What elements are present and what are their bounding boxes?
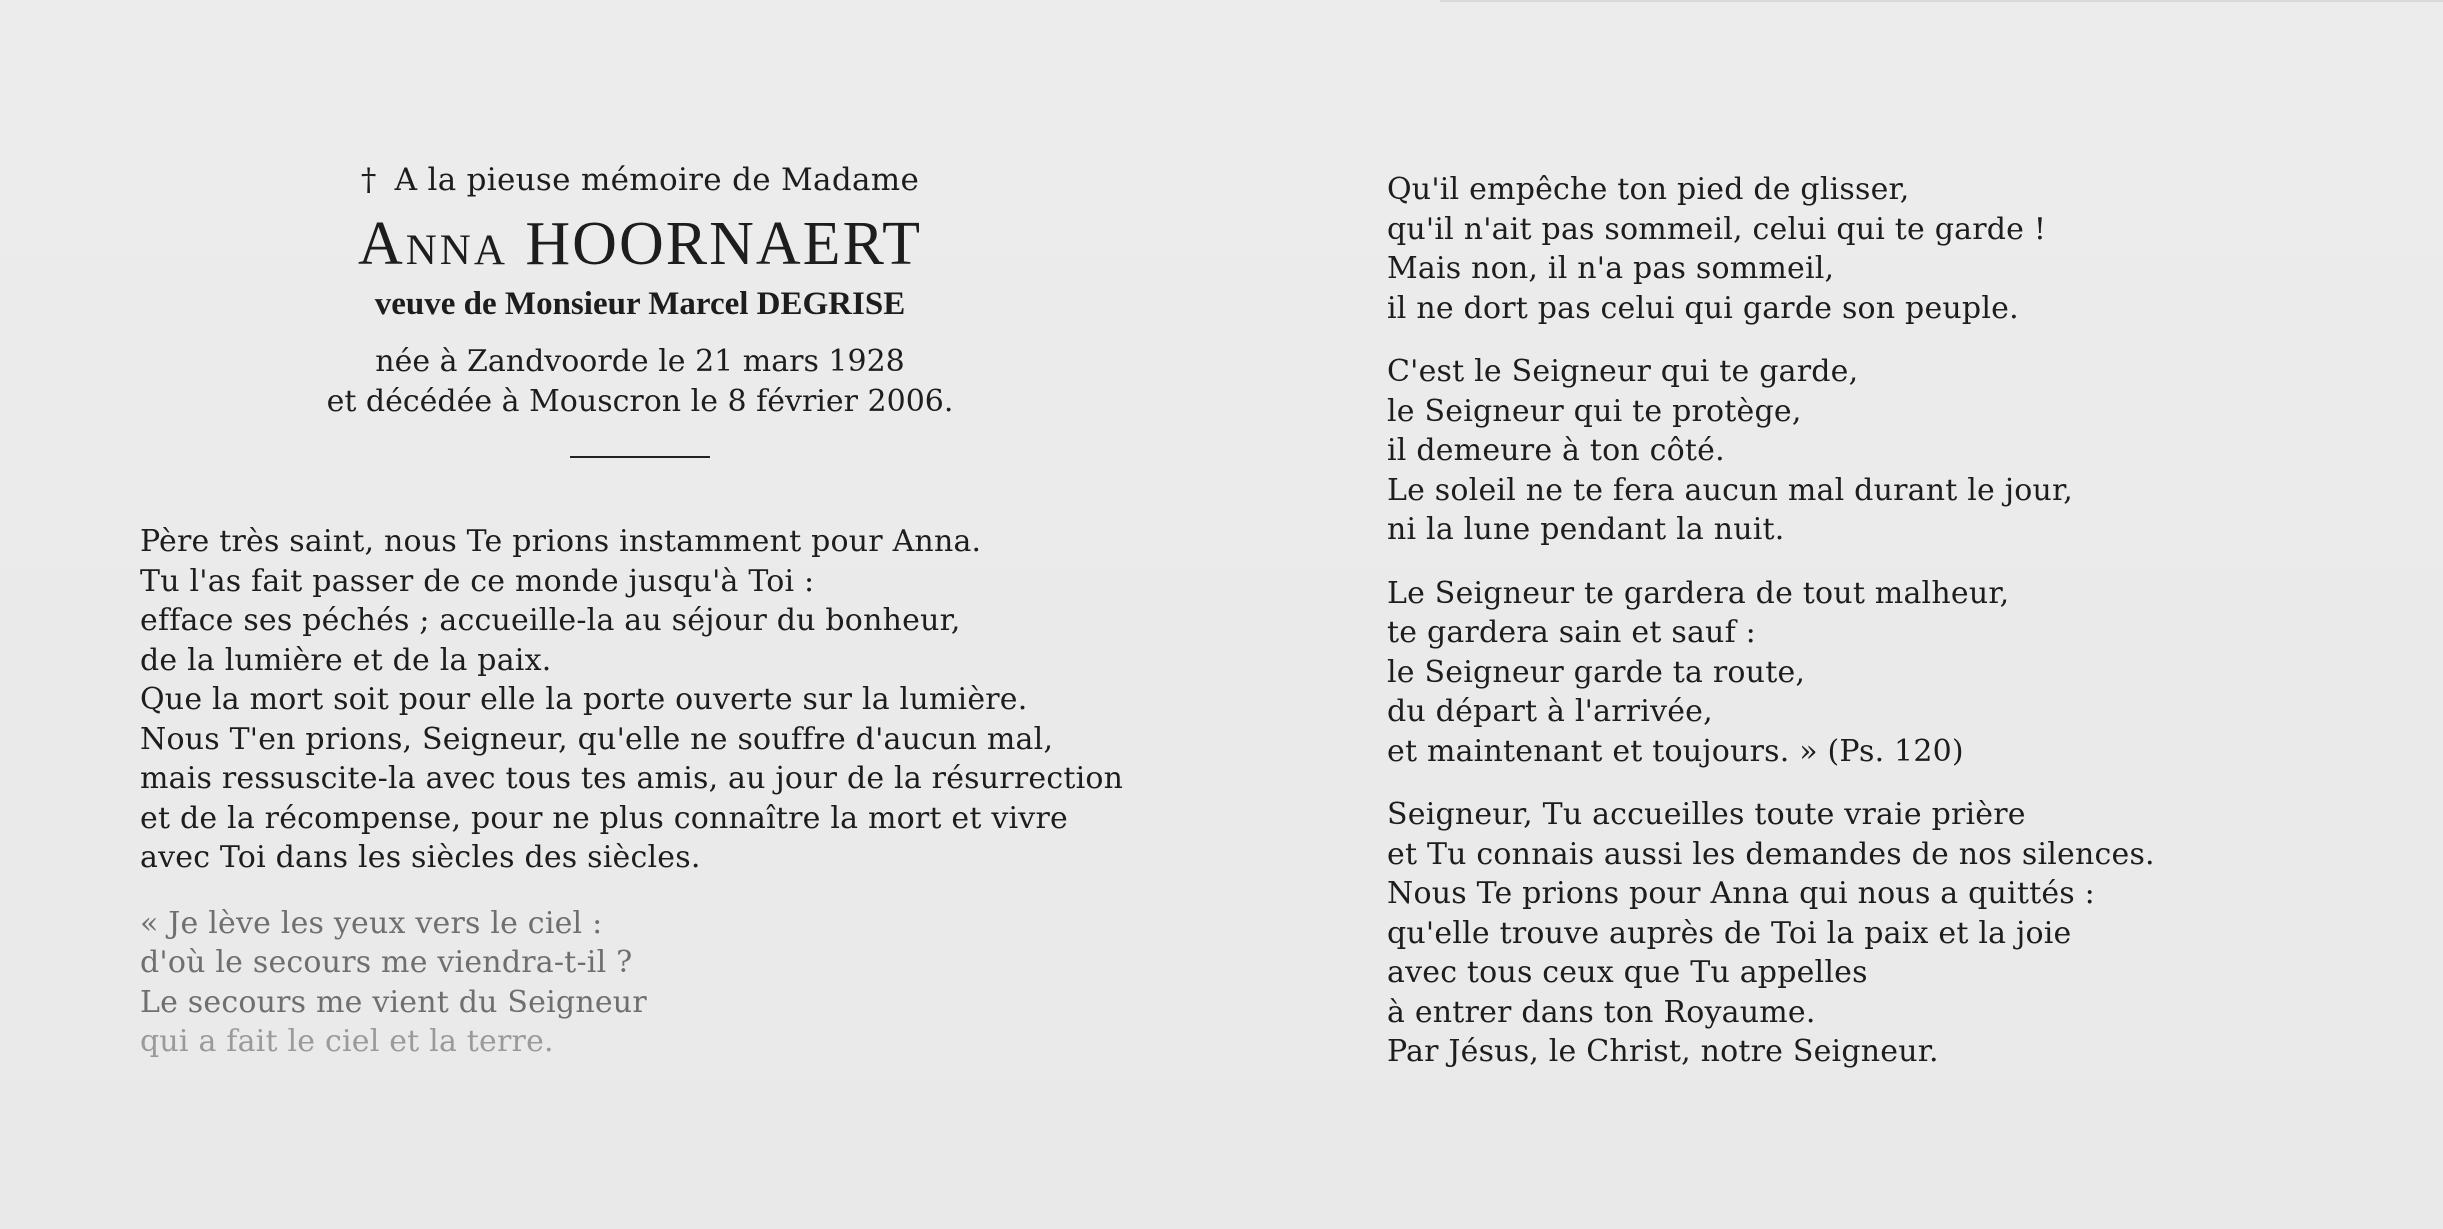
verse-line: il ne dort pas celui qui garde son peuple. xyxy=(1387,290,2019,326)
deceased-name xyxy=(220,208,1060,280)
psalm-line: qui a fait le ciel et la terre. xyxy=(140,1024,554,1059)
verse-line: te gardera sain et sauf : xyxy=(1387,615,1756,650)
prayer-line: Nous T'en prions, Seigneur, qu'elle ne souffre d'aucun mal, xyxy=(140,721,1054,757)
psalm-line: d'où le secours me viendra-t-il ? xyxy=(140,945,633,980)
verse-line: le Seigneur garde ta route, xyxy=(1387,654,1806,690)
verse-line: Le Seigneur te gardera de tout malheur, xyxy=(1387,575,2010,611)
verse-line: ni la lune pendant la nuit. xyxy=(1387,512,1785,547)
cross-icon: † xyxy=(360,162,377,198)
prayer-line: et de la récompense, pour ne plus connaître la mort et vivre xyxy=(140,800,1068,836)
prayer-line: Que la mort soit pour elle la porte ouverte sur la lumière. xyxy=(140,682,1028,717)
verse-line: Nous Te prions pour Anna qui nous a quittés : xyxy=(1387,876,2095,911)
verse-line: Le soleil ne te fera aucun mal durant le jour, xyxy=(1387,472,2073,508)
birth-line: née à Zandvoorde le 21 mars 1928 xyxy=(375,344,905,379)
prayer-line: efface ses péchés ; accueille-la au séjour du bonheur, xyxy=(140,603,961,638)
memorial-intro xyxy=(220,160,1060,200)
top-edge-line xyxy=(1440,0,2443,2)
divider-rule xyxy=(570,456,710,458)
last-name: HOORNAERT xyxy=(525,210,923,278)
intro-text: A la pieuse mémoire de Madame xyxy=(394,162,920,198)
verse-line: et maintenant et toujours. » (Ps. 120) xyxy=(1387,733,1964,769)
verse-line: qu'elle trouve auprès de Toi la paix et la joie xyxy=(1387,915,2072,951)
verse-line: qu'il n'ait pas sommeil, celui qui te garde ! xyxy=(1387,211,2047,247)
closing-prayer-stanza xyxy=(1387,795,2387,1072)
guardian-stanza xyxy=(1387,352,2387,550)
psalm-continuation-stanza xyxy=(1387,170,2387,328)
prayer-line: Père très saint, nous Te prions instamment pour Anna. xyxy=(140,524,982,559)
verse-line: du départ à l'arrivée, xyxy=(1387,694,1713,729)
prayer-line: mais ressuscite-la avec tous tes amis, au jour de la résurrection xyxy=(140,761,1124,796)
verse-line: Par Jésus, le Christ, notre Seigneur. xyxy=(1387,1034,1939,1069)
death-line: et décédée à Mouscron le 8 février 2006. xyxy=(326,384,954,419)
protection-stanza xyxy=(1387,574,2387,772)
psalm-stanza xyxy=(140,904,1140,1062)
psalm-line: « Je lève les yeux vers le ciel : xyxy=(140,905,603,941)
verse-line: Mais non, il n'a pas sommeil, xyxy=(1387,251,1835,286)
verse-line: C'est le Seigneur qui te garde, xyxy=(1387,354,1859,389)
right-column xyxy=(1387,170,2387,1072)
left-column xyxy=(140,160,1140,1062)
prayer-line: Tu l'as fait passer de ce monde jusqu'à Toi : xyxy=(140,563,815,599)
verse-line: avec tous ceux que Tu appelles xyxy=(1387,955,1868,990)
prayer-line: avec Toi dans les siècles des siècles. xyxy=(140,840,701,875)
prayer-stanza xyxy=(140,522,1140,878)
verse-line: il demeure à ton côté. xyxy=(1387,433,1725,468)
verse-line: et Tu connais aussi les demandes de nos silences. xyxy=(1387,836,2155,872)
verse-line: le Seigneur qui te protège, xyxy=(1387,393,1802,429)
psalm-line: Le secours me vient du Seigneur xyxy=(140,984,647,1020)
verse-line: Qu'il empêche ton pied de glisser, xyxy=(1387,172,1910,207)
card-header xyxy=(220,160,1060,458)
prayer-line: de la lumière et de la paix. xyxy=(140,642,552,678)
dates-block xyxy=(220,342,1060,422)
first-name: Anna xyxy=(357,210,508,278)
widow-of: veuve de Monsieur Marcel DEGRISE xyxy=(374,286,906,322)
verse-line: Seigneur, Tu accueilles toute vraie prière xyxy=(1387,797,2026,832)
verse-line: à entrer dans ton Royaume. xyxy=(1387,994,1816,1030)
